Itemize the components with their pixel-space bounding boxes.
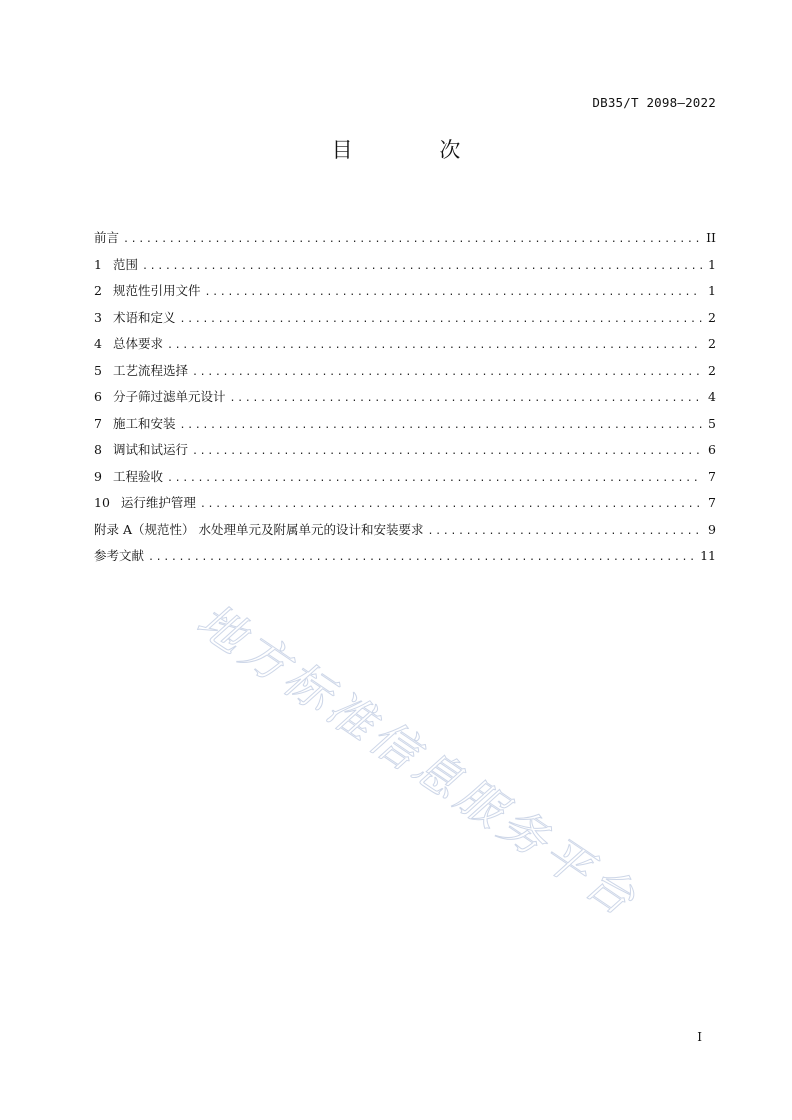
toc-entry-2[interactable] <box>94 281 716 308</box>
toc-entry-text: 规范性引用文件 <box>112 283 201 298</box>
toc-dot-leader <box>204 283 702 303</box>
toc-dot-leader <box>123 230 700 250</box>
toc-entry-6[interactable] <box>94 387 716 414</box>
toc-entry-text: 分子筛过滤单元设计 <box>112 389 226 404</box>
toc-list <box>94 228 716 573</box>
toc-dot-leader <box>427 522 702 542</box>
toc-entry-text: 附录 A（规范性） 水处理单元及附属单元的设计和安装要求 <box>94 521 424 537</box>
toc-entry-page: 11 <box>700 548 716 563</box>
toc-entry-number: 8 <box>94 442 102 457</box>
toc-dot-leader <box>148 548 694 568</box>
toc-dot-leader <box>229 389 702 409</box>
toc-entry-number: 4 <box>94 336 102 351</box>
toc-entry-annex-a[interactable] <box>94 520 716 547</box>
toc-entry-text: 运行维护管理 <box>120 495 196 510</box>
toc-entry-page: 4 <box>708 389 716 404</box>
toc-entry-foreword[interactable] <box>94 228 716 255</box>
page-number: I <box>697 1030 702 1044</box>
toc-entry-number: 1 <box>94 256 102 272</box>
toc-dot-leader <box>142 257 702 277</box>
toc-entry-page: II <box>706 230 716 245</box>
toc-entry-text: 术语和定义 <box>112 309 176 325</box>
toc-entry-text: 施工和安装 <box>112 415 176 431</box>
toc-entry-text: 总体要求 <box>112 336 163 351</box>
document-code: DB35/T 2098—2022 <box>592 95 716 110</box>
toc-dot-leader <box>167 469 702 489</box>
toc-entry-3[interactable] <box>94 308 716 335</box>
toc-entry-number: 9 <box>94 468 102 484</box>
toc-entry-page: 1 <box>708 256 716 272</box>
toc-entry-8[interactable] <box>94 440 716 467</box>
toc-dot-leader <box>200 495 702 515</box>
toc-dot-leader <box>179 310 702 330</box>
toc-entry-page: 7 <box>708 468 716 484</box>
toc-entry-number: 5 <box>94 362 102 378</box>
toc-entry-text: 工艺流程选择 <box>112 362 188 378</box>
toc-entry-text: 工程验收 <box>112 468 163 484</box>
toc-entry-1[interactable] <box>94 255 716 282</box>
toc-entry-text: 范围 <box>112 256 138 272</box>
toc-entry-page: 2 <box>708 309 716 325</box>
toc-entry-10[interactable] <box>94 493 716 520</box>
toc-entry-text: 前言 <box>94 230 120 245</box>
toc-entry-number: 10 <box>94 495 110 510</box>
toc-entry-page: 1 <box>708 283 716 298</box>
toc-entry-page: 6 <box>708 442 716 457</box>
watermark: 地方标准信息服务平台 <box>187 592 649 929</box>
toc-entry-page: 2 <box>708 336 716 351</box>
toc-entry-number: 7 <box>94 415 102 431</box>
toc-entry-number: 2 <box>94 283 102 298</box>
toc-dot-leader <box>167 336 702 356</box>
toc-entry-bibliography[interactable] <box>94 546 716 573</box>
toc-dot-leader <box>192 363 702 383</box>
toc-entry-page: 7 <box>708 495 716 510</box>
toc-title: 目 次 <box>331 138 501 162</box>
toc-dot-leader <box>179 416 702 436</box>
toc-entry-9[interactable] <box>94 467 716 494</box>
toc-entry-4[interactable] <box>94 334 716 361</box>
toc-entry-number: 3 <box>94 309 102 325</box>
toc-entry-number: 6 <box>94 389 102 404</box>
toc-entry-7[interactable] <box>94 414 716 441</box>
toc-entry-text: 参考文献 <box>94 548 145 563</box>
toc-entry-page: 9 <box>708 521 716 537</box>
toc-entry-5[interactable] <box>94 361 716 388</box>
toc-entry-text: 调试和试运行 <box>112 442 188 457</box>
toc-entry-page: 5 <box>708 415 716 431</box>
toc-entry-page: 2 <box>708 362 716 378</box>
toc-dot-leader <box>192 442 702 462</box>
